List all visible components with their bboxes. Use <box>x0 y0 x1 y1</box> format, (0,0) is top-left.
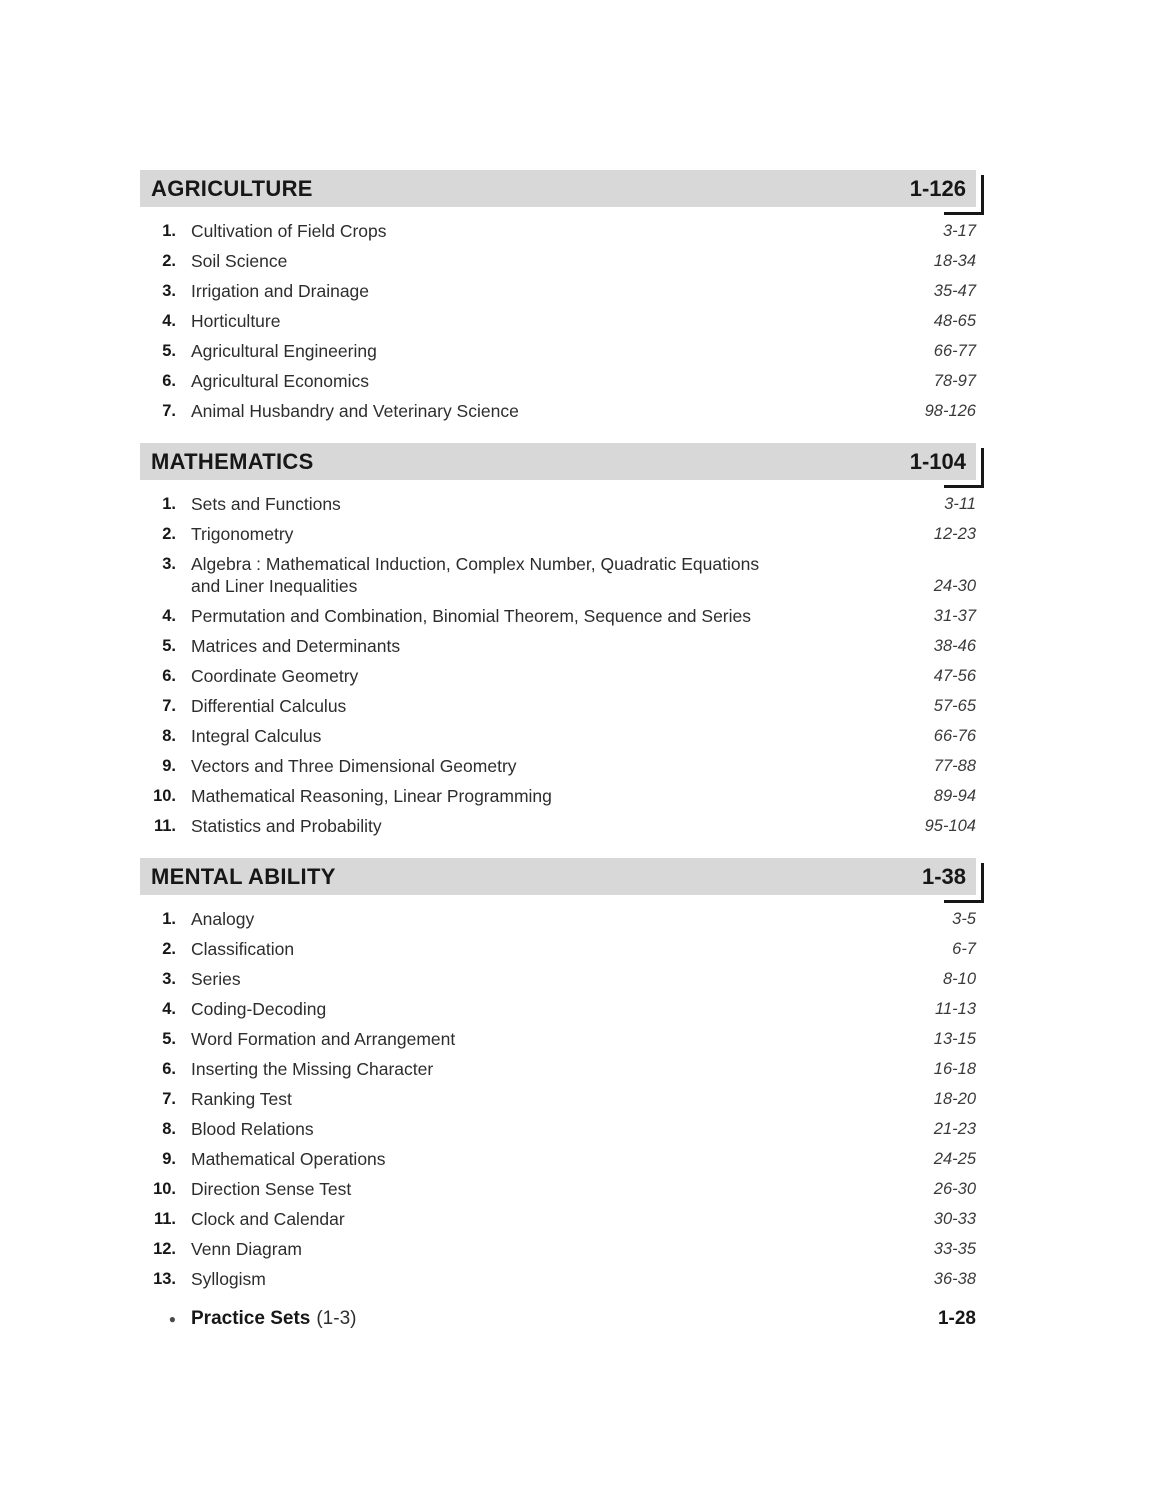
entry-title: Venn Diagram <box>191 1239 302 1259</box>
toc-entry <box>140 246 976 276</box>
entry-number: 7. <box>162 697 176 715</box>
toc-section-2 <box>140 858 976 1336</box>
entry-page-range: 78-97 <box>933 372 976 390</box>
entry-number: 8. <box>162 1120 176 1138</box>
entry-page-range: 21-23 <box>933 1120 976 1138</box>
entry-page-range: 57-65 <box>933 697 976 715</box>
toc-entry <box>140 396 976 426</box>
entry-page-range: 11-13 <box>935 1000 976 1018</box>
toc-entry <box>140 601 976 631</box>
entry-page-range: 12-23 <box>933 525 976 543</box>
bullet-icon: ● <box>168 1312 176 1326</box>
entry-title: Direction Sense Test <box>191 1179 352 1199</box>
entry-number: 9. <box>162 1150 176 1168</box>
entry-number: 1. <box>162 222 176 240</box>
entry-page-range: 3-5 <box>952 910 976 928</box>
entry-number: 2. <box>162 525 176 543</box>
entry-title: Classification <box>191 939 295 959</box>
section-page-range: 1-38 <box>921 863 966 889</box>
section-page-range: 1-126 <box>909 175 966 201</box>
entry-title: Agricultural Economics <box>191 371 369 391</box>
toc-entry <box>140 1234 976 1264</box>
toc-entry <box>140 994 976 1024</box>
entry-title: Trigonometry <box>191 524 294 544</box>
toc-entry <box>140 519 976 549</box>
entry-page-range: 95-104 <box>924 817 976 835</box>
entry-title: Soil Science <box>191 251 288 271</box>
entry-title: Differential Calculus <box>191 696 347 716</box>
entry-title: Irrigation and Drainage <box>191 281 370 301</box>
entry-title <box>176 549 934 601</box>
section-header <box>140 443 976 480</box>
entry-page-range: 13-15 <box>933 1030 976 1048</box>
entry-number: 4. <box>162 1000 176 1018</box>
entry-number: 6. <box>162 667 176 685</box>
entry-page-range: 30-33 <box>933 1210 976 1228</box>
toc-entry <box>140 904 976 934</box>
entry-number: 3. <box>162 555 176 573</box>
entry-page-range: 31-37 <box>933 607 976 625</box>
entry-number: 5. <box>162 342 176 360</box>
practice-sets-label-range: (1-3) <box>316 1308 357 1329</box>
entry-page-range: 3-11 <box>944 495 976 513</box>
entry-page-range: 8-10 <box>942 970 976 988</box>
toc-entry <box>140 661 976 691</box>
section-header <box>140 170 976 207</box>
entry-title: Syllogism <box>191 1269 266 1289</box>
entry-title: Mathematical Operations <box>191 1149 386 1169</box>
toc-entry <box>140 1144 976 1174</box>
toc-entry <box>140 751 976 781</box>
entry-number: 10. <box>153 787 176 805</box>
toc-entry <box>140 1024 976 1054</box>
entry-page-range: 16-18 <box>933 1060 976 1078</box>
entry-title: Agricultural Engineering <box>191 341 377 361</box>
entry-page-range: 66-77 <box>933 342 976 360</box>
entry-page-range: 6-7 <box>952 940 976 958</box>
entry-number: 7. <box>162 1090 176 1108</box>
entry-page-range: 3-17 <box>942 222 976 240</box>
entry-title: Sets and Functions <box>191 494 341 514</box>
entry-number: 12. <box>153 1240 176 1258</box>
toc-entry <box>140 216 976 246</box>
toc-entry <box>140 336 976 366</box>
toc-entry <box>140 721 976 751</box>
entry-page-range: 66-76 <box>933 727 976 745</box>
toc-entry <box>140 1054 976 1084</box>
section-title: MATHEMATICS <box>151 448 314 474</box>
entry-number: 11. <box>153 1210 176 1228</box>
toc-entry <box>140 1084 976 1114</box>
entry-title: Matrices and Determinants <box>191 636 401 656</box>
section-page-range: 1-104 <box>909 448 966 474</box>
entry-title: Cultivation of Field Crops <box>191 221 387 241</box>
toc-entry <box>140 781 976 811</box>
entry-number: 1. <box>162 910 176 928</box>
entry-page-range: 33-35 <box>933 1240 976 1258</box>
section-items <box>140 904 976 1336</box>
toc-entry <box>140 1174 976 1204</box>
entry-title: Vectors and Three Dimensional Geometry <box>191 756 517 776</box>
entry-number: 11. <box>153 817 176 835</box>
entry-title: Inserting the Missing Character <box>191 1059 434 1079</box>
toc-entry <box>140 964 976 994</box>
entry-title: Word Formation and Arrangement <box>191 1029 456 1049</box>
entry-page-range: 26-30 <box>933 1180 976 1198</box>
entry-number: 8. <box>162 727 176 745</box>
section-header <box>140 858 976 895</box>
entry-number: 7. <box>162 402 176 420</box>
toc-entry <box>140 1264 976 1294</box>
entry-number: 5. <box>162 637 176 655</box>
toc-entry <box>140 489 976 519</box>
entry-title: Ranking Test <box>191 1089 292 1109</box>
toc-entry <box>140 811 976 841</box>
entry-page-range: 89-94 <box>933 787 976 805</box>
entry-number: 4. <box>162 312 176 330</box>
section-title: AGRICULTURE <box>151 175 313 201</box>
entry-page-range: 77-88 <box>933 757 976 775</box>
entry-title: Blood Relations <box>191 1119 314 1139</box>
entry-title-line1: Algebra : Mathematical Induction, Complex Number, Quadratic Equations <box>191 554 760 574</box>
entry-number: 5. <box>162 1030 176 1048</box>
toc-entry <box>140 306 976 336</box>
practice-sets-label-bold: Practice Sets <box>191 1308 311 1329</box>
entry-number: 13. <box>153 1270 176 1288</box>
entry-page-range: 18-34 <box>933 252 976 270</box>
toc-entry <box>140 934 976 964</box>
toc-entry <box>140 1114 976 1144</box>
toc-entry <box>140 276 976 306</box>
entry-page-range: 36-38 <box>933 1270 976 1288</box>
entry-title: Analogy <box>191 909 255 929</box>
toc-entry <box>140 691 976 721</box>
entry-page-range: 38-46 <box>933 637 976 655</box>
toc-entry <box>140 1204 976 1234</box>
practice-sets-entry <box>140 1302 976 1336</box>
entry-page-range: 18-20 <box>933 1090 976 1108</box>
toc-section-1 <box>140 443 976 841</box>
entry-page-range: 24-25 <box>933 1150 976 1168</box>
entry-number: 2. <box>162 940 176 958</box>
entry-number: 6. <box>162 1060 176 1078</box>
entry-number: 6. <box>162 372 176 390</box>
entry-page-range: 98-126 <box>924 402 976 420</box>
toc-entry <box>140 631 976 661</box>
entry-page-range: 35-47 <box>933 282 976 300</box>
entry-number: 2. <box>162 252 176 270</box>
entry-title: Clock and Calendar <box>191 1209 345 1229</box>
section-title: MENTAL ABILITY <box>151 863 336 889</box>
entry-title: Mathematical Reasoning, Linear Programming <box>191 786 552 806</box>
entry-title: Coordinate Geometry <box>191 666 359 686</box>
entry-title: Animal Husbandry and Veterinary Science <box>191 401 519 421</box>
entry-title: Coding-Decoding <box>191 999 327 1019</box>
entry-number: 3. <box>162 282 176 300</box>
entry-page-range: 48-65 <box>933 312 976 330</box>
entry-title-line2: and Liner Inequalities <box>191 576 358 596</box>
entry-title: Permutation and Combination, Binomial Theorem, Sequence and Series <box>191 606 751 626</box>
entry-title: Series <box>191 969 241 989</box>
toc-content <box>140 170 976 1353</box>
entry-title: Statistics and Probability <box>191 816 382 836</box>
entry-number: 3. <box>162 970 176 988</box>
entry-page-range: 24-30 <box>933 577 976 595</box>
entry-number: 1. <box>162 495 176 513</box>
entry-number: 4. <box>162 607 176 625</box>
toc-section-0 <box>140 170 976 426</box>
toc-entry <box>140 549 976 601</box>
entry-title: Integral Calculus <box>191 726 322 746</box>
entry-number: 9. <box>162 757 176 775</box>
toc-entry <box>140 366 976 396</box>
section-items <box>140 489 976 841</box>
section-items <box>140 216 976 426</box>
entry-title: Horticulture <box>191 311 281 331</box>
entry-page-range: 47-56 <box>933 667 976 685</box>
entry-number: 10. <box>153 1180 176 1198</box>
practice-sets-page-range: 1-28 <box>937 1308 976 1329</box>
practice-sets-label <box>176 1302 938 1336</box>
